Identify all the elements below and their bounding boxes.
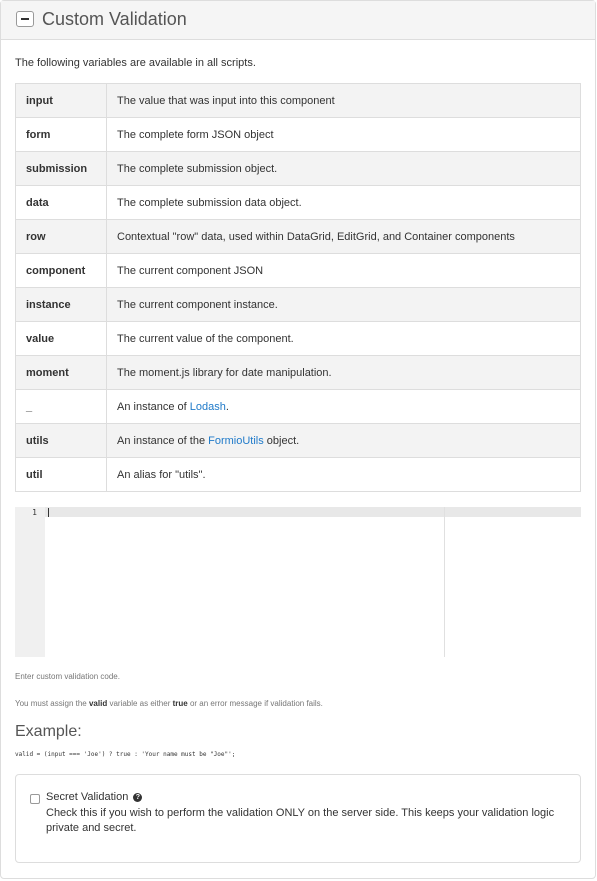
- panel-title: Custom Validation: [42, 9, 187, 29]
- variable-row: [16, 118, 581, 152]
- variable-name: form: [16, 118, 107, 152]
- variable-description: The moment.js library for date manipulation.: [107, 356, 581, 390]
- code-editor[interactable]: [15, 507, 581, 657]
- variable-row: [16, 152, 581, 186]
- text-cursor: [48, 508, 49, 517]
- variable-name: row: [16, 220, 107, 254]
- secret-validation-description: Check this if you wish to perform the validation ONLY on the server side. This keeps your validation logic private and secret.: [46, 807, 555, 834]
- variable-name: submission: [16, 152, 107, 186]
- variable-name: input: [16, 84, 107, 118]
- variable-row: [16, 288, 581, 322]
- print-margin: [444, 507, 445, 657]
- link-lodash[interactable]: Lodash: [189, 400, 226, 413]
- collapse-minus-icon[interactable]: [16, 11, 34, 27]
- variable-row: [16, 356, 581, 390]
- variable-description: The current component JSON: [107, 254, 581, 288]
- variable-description: The complete form JSON object: [107, 118, 581, 152]
- intro-text: The following variables are available in all scripts.: [15, 57, 256, 69]
- variable-row: [16, 424, 581, 458]
- variables-table: [15, 83, 581, 492]
- variable-row: [16, 390, 581, 424]
- variable-description: Contextual "row" data, used within DataGrid, EditGrid, and Container components: [107, 220, 581, 254]
- variable-name: _: [16, 390, 107, 424]
- variable-row: [16, 84, 581, 118]
- editor-gutter: [15, 507, 45, 657]
- active-line-highlight: [45, 507, 581, 517]
- secret-validation-label[interactable]: Secret Validation ?: [46, 791, 142, 803]
- variable-name: utils: [16, 424, 107, 458]
- secret-validation-checkbox[interactable]: [30, 794, 40, 804]
- line-number: 1: [32, 508, 37, 517]
- variable-row: [16, 322, 581, 356]
- variable-description: The complete submission data object.: [107, 186, 581, 220]
- help-enter-code: Enter custom validation code.: [15, 672, 120, 681]
- variable-name: value: [16, 322, 107, 356]
- variable-description: The current value of the component.: [107, 322, 581, 356]
- variable-row: [16, 254, 581, 288]
- variable-name: data: [16, 186, 107, 220]
- variable-name: util: [16, 458, 107, 492]
- link-formioutils[interactable]: FormioUtils: [208, 434, 264, 447]
- variable-name: component: [16, 254, 107, 288]
- variable-description: An instance of Lodash.: [107, 390, 581, 424]
- variable-description: An alias for "utils".: [107, 458, 581, 492]
- help-assign-valid: You must assign the valid variable as either true or an error message if validation fails.: [15, 699, 323, 708]
- question-circle-icon[interactable]: ?: [133, 793, 142, 802]
- panel-heading[interactable]: [1, 1, 595, 40]
- variable-row: [16, 458, 581, 492]
- variable-description: The complete submission object.: [107, 152, 581, 186]
- variable-name: instance: [16, 288, 107, 322]
- variable-row: [16, 186, 581, 220]
- variable-name: moment: [16, 356, 107, 390]
- variable-row: [16, 220, 581, 254]
- example-code: valid = (input === 'Joe') ? true : 'Your name must be "Joe"';: [15, 751, 236, 758]
- variable-description: The current component instance.: [107, 288, 581, 322]
- variable-description: The value that was input into this component: [107, 84, 581, 118]
- example-title: Example:: [15, 723, 82, 740]
- variable-description: An instance of the FormioUtils object.: [107, 424, 581, 458]
- secret-validation-box: [15, 774, 581, 863]
